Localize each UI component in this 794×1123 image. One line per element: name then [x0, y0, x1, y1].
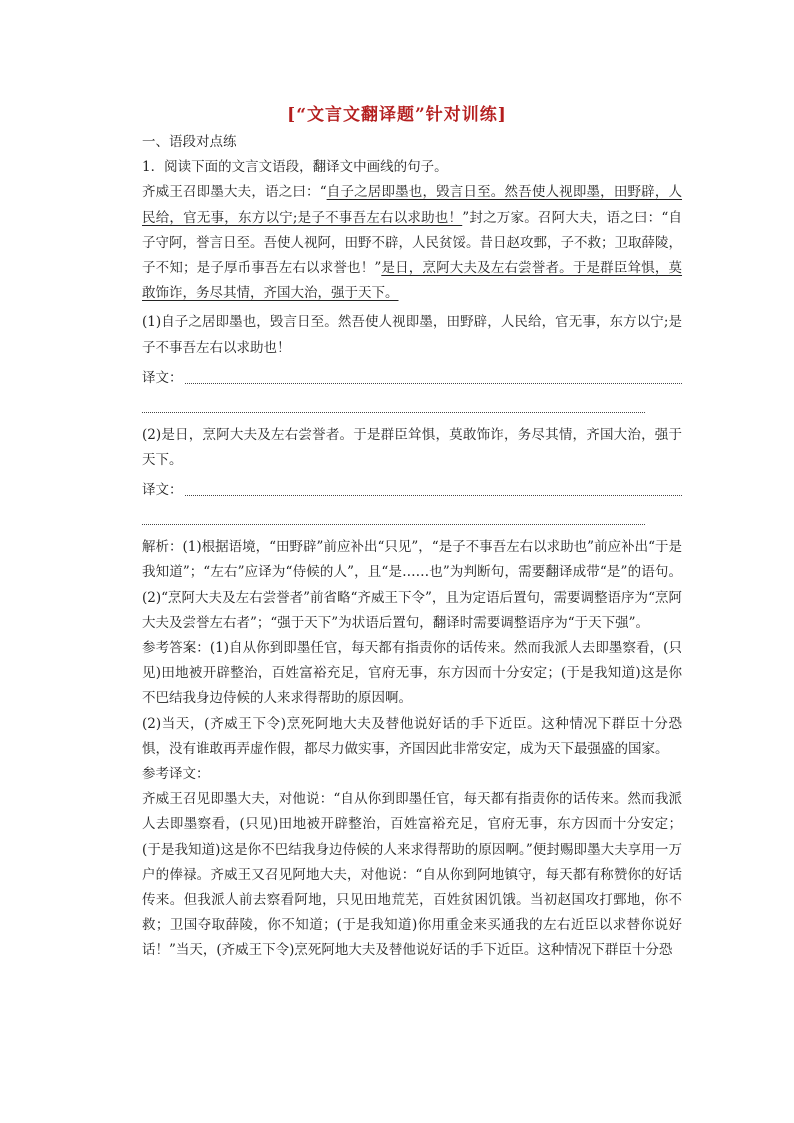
page-title: [“文言文翻译题”针对训练] [287, 105, 507, 125]
question-prompt: 1．阅读下面的文言文语段，翻译文中画线的句子。 [142, 159, 448, 176]
sub-question-2: (2)是日，烹阿大夫及左右尝誉者。于是群臣耸惧，莫敢饰诈，务尽其情，齐国大治，强于天下。 [142, 426, 682, 469]
answer-paragraph-2: (2)当天，(齐威王下令)烹死阿地大夫及替他说好话的手下近臣。这种情况下群臣十分恐惧，没有谁敢再弄虚作假，都尽力做实事，齐国因此非常安定，成为天下最强盛的国家。 [142, 715, 682, 757]
translation-label: 译文： [142, 482, 183, 499]
translation-line-2 [142, 473, 682, 503]
reference-translation-text: 齐威王召见即墨大夫，对他说：“自从你到即墨任官，每天都有指责你的话传来。然而我派人去即墨察看，(只见)田地被开辟整治，百姓富裕充足，官府无事，东方因而十分安定；(于是我知道)这是你不巴结我身边侍候的人来求得帮助的原因啊。”便封赐即墨大夫享用一万户的俸禄。齐威王又召见阿地大夫，对他说：“自从你到阿地镇守，每天都有称赞你的好话传来。但我派人前去察看阿地，只见田地荒芜，百姓贫困饥饿。当初赵国攻打鄄地，你不救；卫国夺取薛陵，你不知道；(于是我知道)你用重金来买通我的左右近臣以求替你说好话！”当天，(齐威王下令)烹死阿地大夫及替他说好话的手下近臣。这种情况下群臣十分恐 [142, 791, 682, 959]
document-body [142, 130, 682, 964]
answer-blank [185, 383, 683, 384]
passage-text: ”封之万家。召阿大夫，语之曰：“自子守阿，誉言日至。吾使人视阿，田野不辟，人民贫馁。昔日赵攻鄄，子不救；卫取薛陵，子不知；是子厚币事吾左右以求誉也！” [142, 209, 682, 277]
reference-translation-label: 参考译文： [142, 766, 210, 783]
underlined-sentence-1: 自子之居即墨也，毁言日至。然吾使人视即墨，田野辟，人民给，官无事，东方以宁;是子不事吾左右以求助也！ [142, 184, 683, 226]
passage-paragraph [142, 180, 682, 306]
answer-blank-line [142, 391, 682, 419]
translation-label: 译文： [142, 369, 183, 386]
section-heading: 一、语段对点练 [142, 134, 237, 150]
answer-blank [185, 495, 683, 496]
analysis-paragraph: 解析：(1)根据语境，“田野辟”前应补出“只见”，“是子不事吾左右以求助也”前应补出“于是我知道”；“左右”应译为“侍候的人”，且“是……也”为判断句，需要翻译成带“是”的语句。(2)“烹阿大夫及左右尝誉者”前省略“齐威王下令”，且为定语后置句，需要调整语序为“烹阿大夫及尝誉左右者”；“强于天下”为状语后置句，翻译时需要调整语序为“于天下强”。 [142, 539, 682, 631]
passage-text: 齐威王召即墨大夫，语之曰：“ [142, 184, 327, 201]
answer-paragraph-1: 参考答案：(1)自从你到即墨任官，每天都有指责你的话传来。然而我派人去即墨察看，(只见)田地被开辟整治，百姓富裕充足，官府无事，东方因而十分安定；(于是我知道)这是你不巴结我身边侍候的人来求得帮助的原因啊。 [142, 640, 682, 707]
translation-line-1 [142, 361, 682, 391]
answer-blank-line [142, 503, 682, 531]
underlined-sentence-2: 是日，烹阿大夫及左右尝誉者。于是群臣耸惧，莫敢饰诈，务尽其情，齐国大治，强于天下。 [142, 260, 683, 302]
sub-question-1: (1)自子之居即墨也，毁言日至。然吾使人视即墨，田野辟，人民给，官无事，东方以宁;是子不事吾左右以求助也！ [142, 314, 682, 356]
